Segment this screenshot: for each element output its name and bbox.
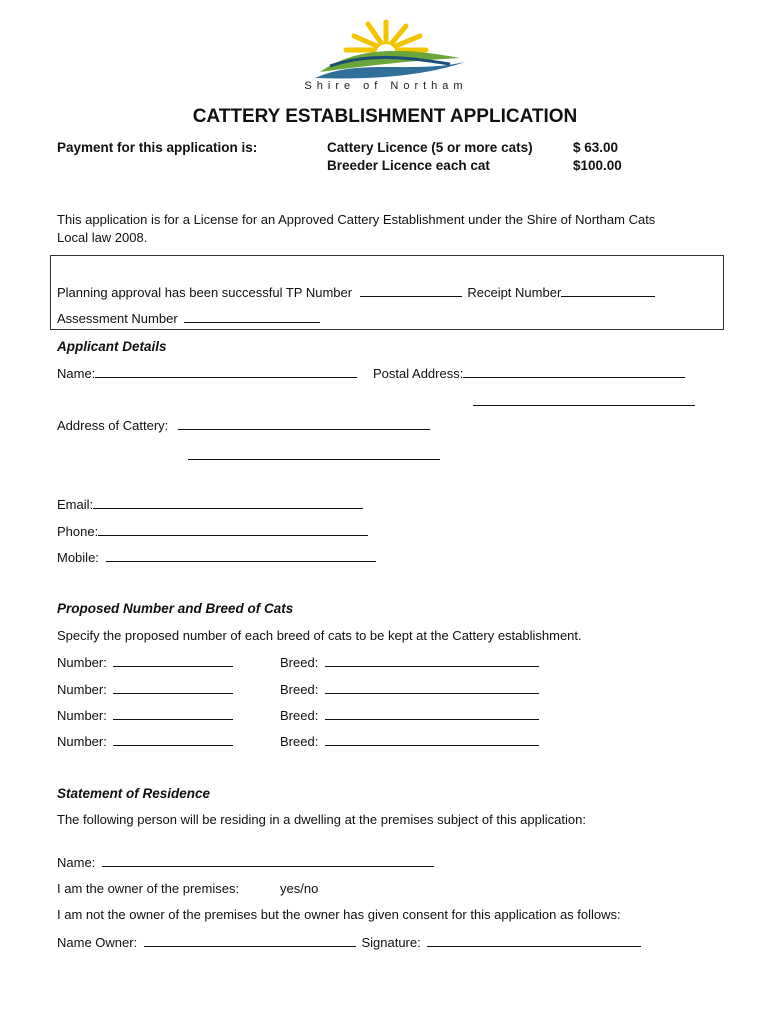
receipt-number-label: Receipt Number (467, 285, 562, 300)
assessment-number-label: Assessment Number (57, 311, 178, 326)
number-label: Number: (57, 655, 107, 670)
consent-text: I am not the owner of the premises but the owner has given consent for this application as follows: (57, 907, 621, 922)
cattery-address-row (57, 417, 430, 433)
resident-name-field[interactable] (102, 854, 434, 867)
phone-label: Phone: (57, 524, 99, 539)
fee-breeder-name: Breeder Licence each cat (327, 158, 490, 173)
postal-address-row (373, 365, 685, 381)
owner-label: I am the owner of the premises: (57, 881, 240, 896)
residence-heading: Statement of Residence (57, 786, 211, 801)
residence-intro: The following person will be residing in a dwelling at the premises subject of this application: (57, 812, 586, 827)
breed-label: Breed: (280, 734, 319, 749)
cattery-address-label: Address of Cattery: (57, 418, 169, 433)
email-label: Email: (57, 497, 94, 512)
tp-number-label: Planning approval has been successful TP Number (57, 285, 353, 300)
name-owner-label: Name Owner: (57, 935, 138, 950)
cats-heading: Proposed Number and Breed of Cats (57, 601, 294, 616)
page-title: CATTERY ESTABLISHMENT APPLICATION (192, 106, 578, 127)
applicant-name-row (57, 365, 357, 381)
number-field[interactable] (113, 681, 233, 694)
number-label: Number: (57, 734, 107, 749)
applicant-name-label: Name: (57, 366, 96, 381)
breed-row (280, 733, 539, 749)
number-label: Number: (57, 682, 107, 697)
sun-landscape-icon (300, 14, 472, 84)
fee-breeder-price: $100.00 (573, 158, 622, 173)
cat-row (57, 681, 233, 697)
assessment-number-field[interactable] (184, 310, 320, 323)
breed-field[interactable] (325, 707, 539, 720)
logo-text: Shire of Northam (304, 80, 468, 92)
breed-label: Breed: (280, 708, 319, 723)
number-field[interactable] (113, 654, 233, 667)
postal-address-label: Postal Address: (373, 366, 464, 381)
cat-row (57, 707, 233, 723)
postal-address-field[interactable] (463, 365, 685, 378)
breed-row (280, 654, 539, 670)
number-field[interactable] (113, 733, 233, 746)
cat-row (57, 733, 233, 749)
intro-line-2: Local law 2008. (57, 230, 148, 245)
breed-row (280, 707, 539, 723)
breed-field[interactable] (325, 654, 539, 667)
fee-cattery-price: $ 63.00 (573, 140, 619, 155)
intro-line-1: This application is for a License for an Approved Cattery Establishment under the Shire of Northam Cats (57, 212, 656, 227)
receipt-number-field[interactable] (561, 284, 655, 297)
cattery-address-field-2[interactable] (188, 447, 440, 460)
number-label: Number: (57, 708, 107, 723)
applicant-name-field[interactable] (95, 365, 357, 378)
fee-cattery-name: Cattery Licence (5 or more cats) (327, 140, 533, 155)
assessment-row (57, 310, 320, 326)
tp-number-row (57, 284, 655, 300)
cattery-address-field[interactable] (178, 417, 430, 430)
shire-logo (300, 14, 472, 96)
email-row (57, 496, 363, 512)
signature-field[interactable] (427, 934, 641, 947)
name-owner-field[interactable] (144, 934, 356, 947)
resident-name-row (57, 854, 434, 870)
phone-row (57, 523, 368, 539)
cattery-address-line-2 (188, 447, 440, 463)
applicant-heading: Applicant Details (57, 339, 167, 354)
breed-field[interactable] (325, 681, 539, 694)
mobile-label: Mobile: (57, 550, 99, 565)
mobile-row (57, 549, 376, 565)
cats-instruction: Specify the proposed number of each breed of cats to be kept at the Cattery establishment. (57, 628, 582, 643)
phone-field[interactable] (98, 523, 368, 536)
owner-yes-no[interactable]: yes/no (280, 881, 319, 896)
cat-row (57, 654, 233, 670)
tp-number-field[interactable] (360, 284, 462, 297)
email-field[interactable] (93, 496, 363, 509)
breed-row (280, 681, 539, 697)
breed-label: Breed: (280, 682, 319, 697)
signature-label: Signature: (361, 935, 421, 950)
resident-name-label: Name: (57, 855, 96, 870)
owner-consent-row (57, 934, 641, 950)
postal-address-line-2 (473, 393, 695, 409)
postal-address-field-2[interactable] (473, 393, 695, 406)
breed-label: Breed: (280, 655, 319, 670)
mobile-field[interactable] (106, 549, 376, 562)
number-field[interactable] (113, 707, 233, 720)
breed-field[interactable] (325, 733, 539, 746)
payment-label: Payment for this application is: (57, 140, 258, 155)
